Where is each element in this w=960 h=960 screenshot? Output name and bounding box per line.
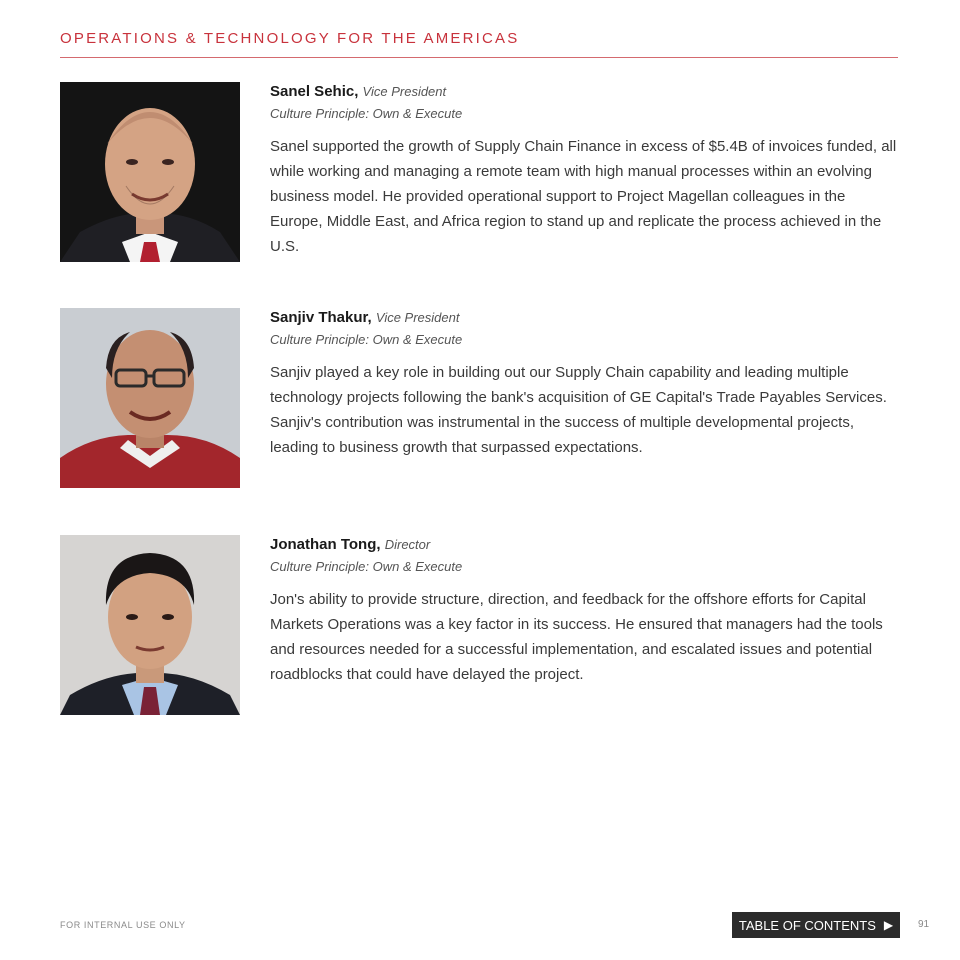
section-title: OPERATIONS & TECHNOLOGY FOR THE AMERICAS xyxy=(60,30,898,58)
toc-label: TABLE OF CONTENTS xyxy=(738,917,876,933)
profile-card-sanjiv-thakur xyxy=(60,308,900,490)
person-title: Director xyxy=(384,537,431,552)
profile-card-jonathan-tong xyxy=(60,535,900,717)
portrait-photo xyxy=(60,82,240,262)
portrait-photo xyxy=(60,535,240,715)
person-bio: Sanel supported the growth of Supply Chain Finance in excess of $5.4B of invoices funded, all while working and managing a remote team with high manual processes within an evolving business model. He provided operational support to Project Magellan colleagues in the Europe, Middle East, and Africa region to stand up and replicate the process achieved in the U.S. xyxy=(270,138,897,255)
internal-use-notice: FOR INTERNAL USE ONLY xyxy=(60,920,186,930)
person-title: Vice President xyxy=(362,84,447,99)
person-bio: Jon's ability to provide structure, direction, and feedback for the offshore efforts for Capital Markets Operations was a key factor in its success. He ensured that managers had the tools and resources needed for a successful implementation, and escalated issues and potential roadblocks that could have delayed the project. xyxy=(270,591,883,683)
play-triangle-icon: ▶ xyxy=(883,918,894,932)
person-name: Sanel Sehic, xyxy=(270,83,359,100)
person-name: Sanjiv Thakur, xyxy=(270,309,372,326)
culture-principle: Culture Principle: Own & Execute xyxy=(270,106,463,121)
person-title: Vice President xyxy=(375,310,460,325)
person-bio: Sanjiv played a key role in building out our Supply Chain capability and leading multiple technology projects following the bank's acquisition of GE Capital's Trade Payables Services. Sanjiv's contribution was instrumental in the success of multiple developmental projects, leading to business growth that surpassed expectations. xyxy=(270,364,887,456)
culture-principle: Culture Principle: Own & Execute xyxy=(270,332,463,347)
profile-card-sanel-sehic xyxy=(60,82,900,264)
culture-principle: Culture Principle: Own & Execute xyxy=(270,559,463,574)
table-of-contents-button[interactable] xyxy=(732,912,900,938)
portrait-photo xyxy=(60,308,240,488)
page-number: 91 xyxy=(918,919,930,930)
person-name: Jonathan Tong, xyxy=(270,536,381,553)
